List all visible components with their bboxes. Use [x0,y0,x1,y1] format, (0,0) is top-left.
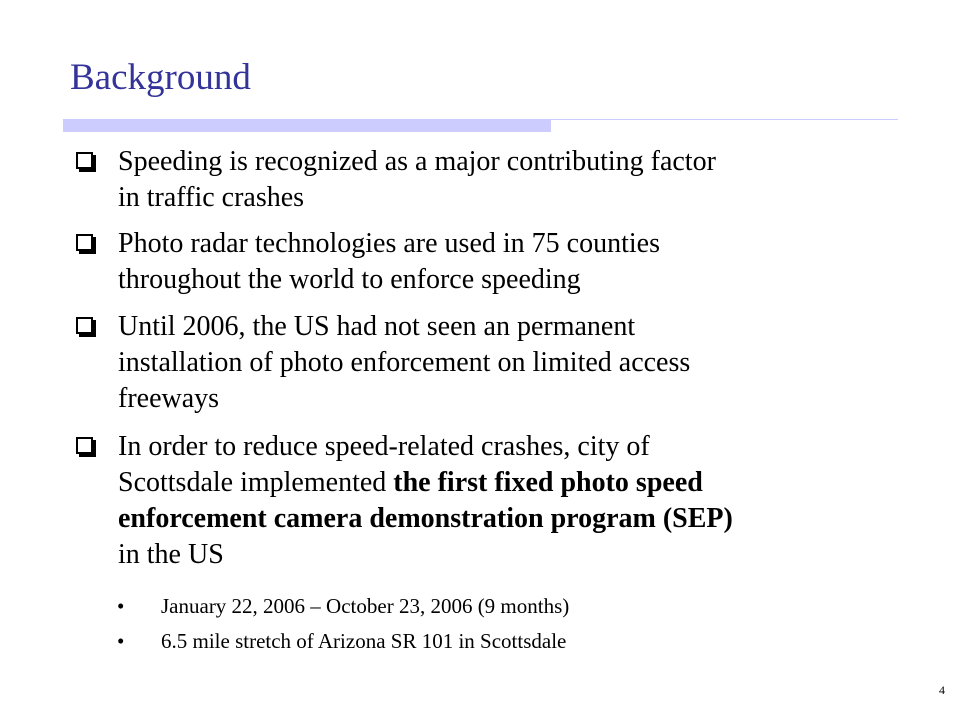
bullet-line: in the US [118,539,224,570]
bullet-item-1 [72,144,892,216]
checkbox-bullet-icon [76,234,93,251]
bullet-item-4 [72,429,892,573]
sub-bullet-text: 6.5 mile stretch of Arizona SR 101 in Scottsdale [161,629,567,653]
sub-bullet-item-1 [117,593,569,619]
bullet-line [118,465,892,501]
title-underline-rule [63,119,898,132]
checkbox-bullet-icon [76,152,93,169]
bullet-line-bold-part: the first fixed photo speed [393,467,703,498]
checkbox-bullet-icon [76,317,93,334]
title-rule-bar [63,119,551,132]
bullet-line-normal-part: Scottsdale implemented [118,467,394,498]
bullet-item-3 [72,309,892,417]
bullet-line: In order to reduce speed-related crashes, city of [118,431,650,462]
bullet-line: freeways [118,383,220,414]
bullet-text [118,309,892,417]
sub-bullet-text: January 22, 2006 – October 23, 2006 (9 months) [161,594,570,618]
bullet-text [118,144,892,216]
dot-bullet-icon: • [117,594,125,618]
sub-bullet-item-2 [117,628,566,654]
bullet-line: Speeding is recognized as a major contributing factor [118,146,716,177]
bullet-line: Until 2006, the US had not seen an permanent [118,311,636,342]
title-rule-line [551,119,898,120]
bullet-text [118,429,892,573]
slide-title: Background [70,57,251,98]
bullet-line: installation of photo enforcement on limited access [118,347,691,378]
bullet-line: throughout the world to enforce speeding [118,264,581,295]
bullet-line-bold: enforcement camera demonstration program (SEP) [118,503,733,534]
bullet-line: in traffic crashes [118,182,305,213]
bullet-item-2 [72,226,892,298]
bullet-line: Photo radar technologies are used in 75 counties [118,228,660,259]
dot-bullet-icon: • [117,629,125,653]
checkbox-bullet-icon [76,437,93,454]
page-number: 4 [939,683,945,697]
bullet-text [118,226,892,298]
